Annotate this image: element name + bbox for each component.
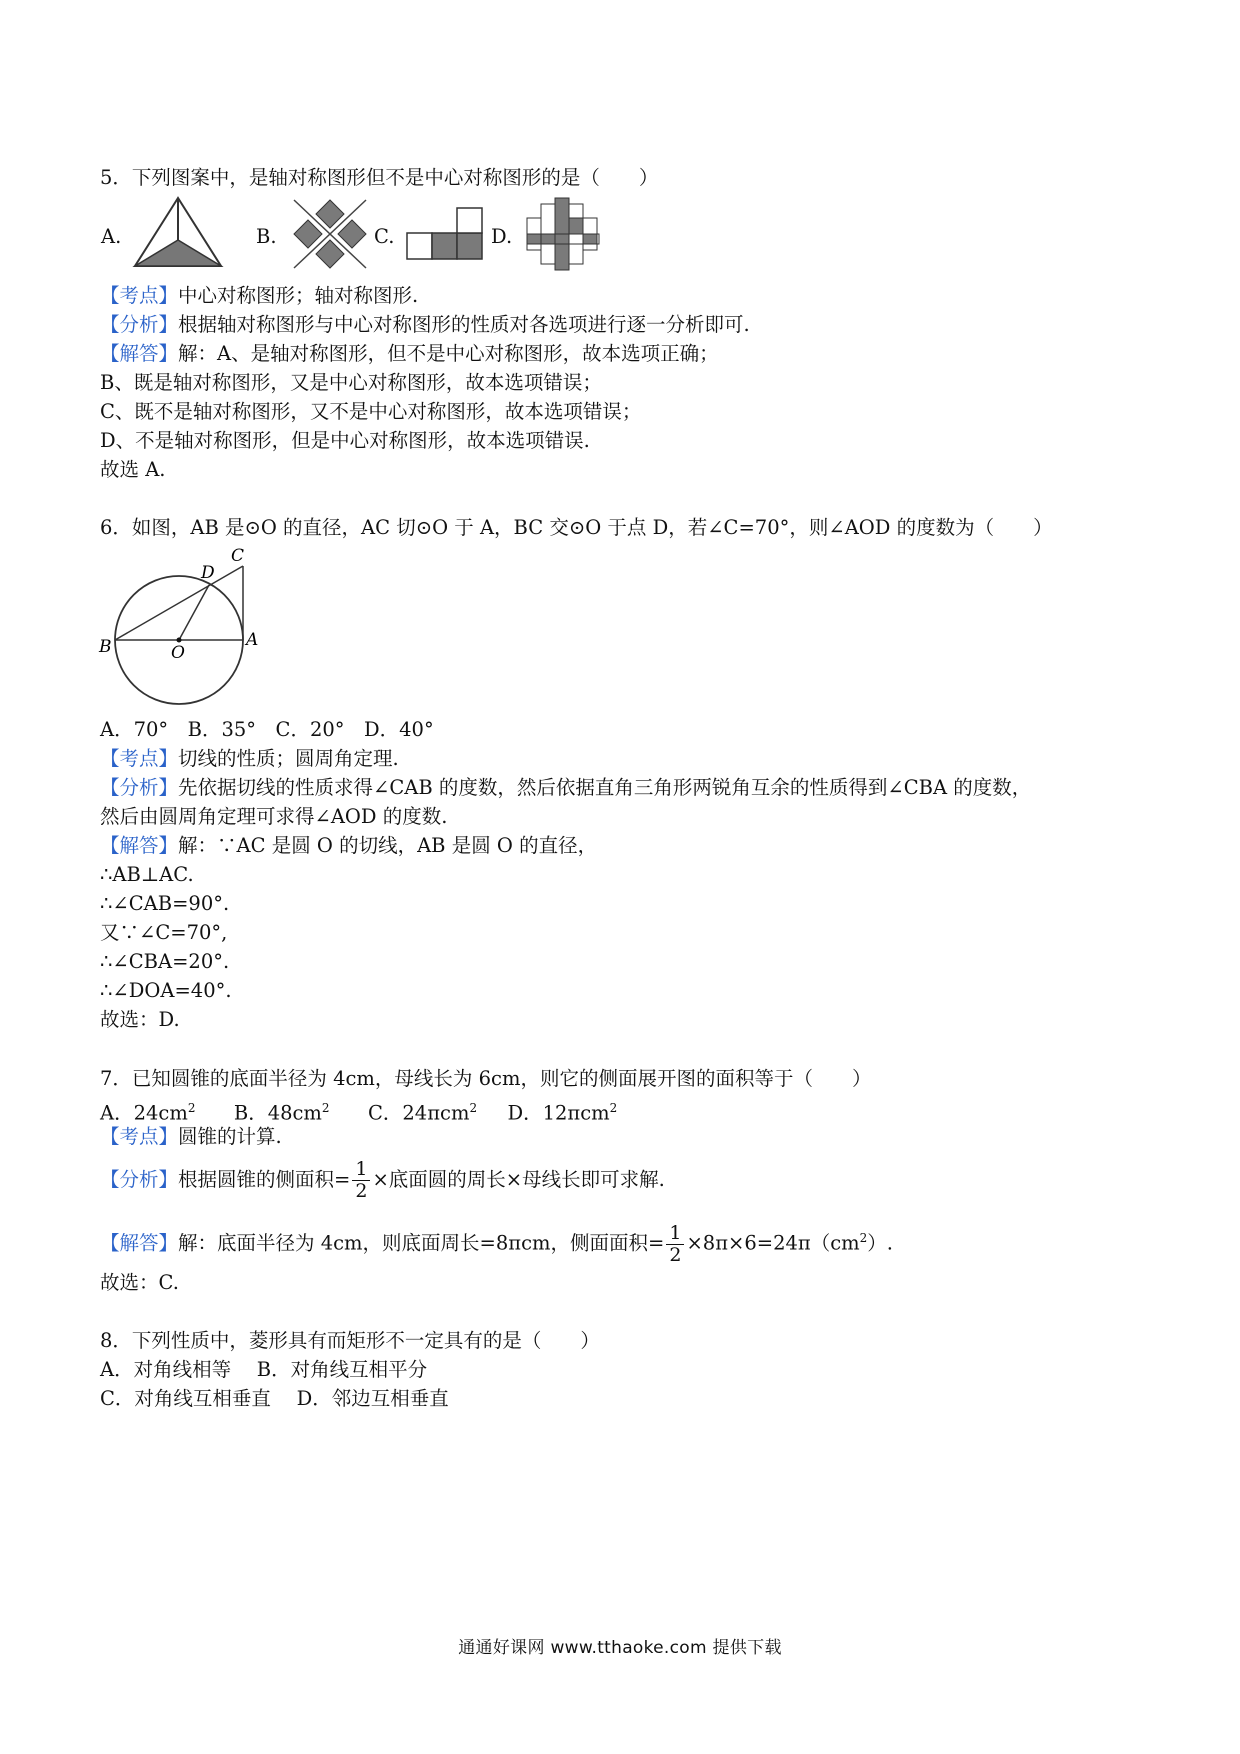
q5-option-b-label: B. bbox=[256, 225, 277, 248]
q7-answer: 故选：C. bbox=[100, 1271, 179, 1294]
q5-figure-d bbox=[523, 196, 603, 272]
q6-options: A．70° B．35° C．20° D．40° bbox=[100, 718, 434, 741]
fig-label-b: B bbox=[99, 637, 112, 657]
q5-option-c-label: C. bbox=[374, 225, 395, 248]
q6-step-4: ∴∠CBA=20°. bbox=[100, 950, 230, 973]
q7-fenxi-pre: 根据圆锥的侧面积= bbox=[178, 1168, 351, 1191]
fig-label-o: O bbox=[171, 643, 185, 663]
kaodian-tag: 【考点】 bbox=[100, 284, 179, 307]
q5-stem: 5．下列图案中，是轴对称图形但不是中心对称图形的是（ ） bbox=[100, 166, 659, 189]
q7-option-a: A．24cm bbox=[100, 1101, 188, 1125]
q6-fenxi-line2: 然后由圆周角定理可求得∠AOD 的度数. bbox=[100, 805, 448, 828]
q5-line-d: D、不是轴对称图形，但是中心对称图形，故本选项错误. bbox=[100, 429, 590, 452]
jieda-tag: 【解答】 bbox=[100, 1231, 179, 1255]
q7-fenxi-post: ×底面圆的周长×母线长即可求解. bbox=[372, 1168, 665, 1191]
fig-label-a: A bbox=[246, 630, 259, 650]
q5-figure-b bbox=[290, 196, 370, 272]
q6-answer: 故选：D. bbox=[100, 1008, 180, 1031]
jieda-tag: 【解答】 bbox=[100, 834, 179, 857]
q7-stem: 7．已知圆锥的底面半径为 4cm，母线长为 6cm，则它的侧面展开图的面积等于（ ） bbox=[100, 1067, 872, 1090]
q5-kaodian-text: 中心对称图形；轴对称图形. bbox=[178, 284, 419, 307]
q7-sup-d: 2 bbox=[609, 1101, 618, 1115]
q7-kaodian bbox=[100, 1124, 282, 1150]
q7-sup-a: 2 bbox=[187, 1101, 196, 1115]
q6-circle-figure bbox=[96, 544, 266, 706]
q6-fenxi bbox=[100, 775, 1031, 801]
q7-kaodian-text: 圆锥的计算. bbox=[178, 1125, 282, 1148]
q7-jieda bbox=[100, 1215, 893, 1267]
q5-fenxi bbox=[100, 312, 750, 338]
q8-stem: 8．下列性质中，菱形具有而矩形不一定具有的是（ ） bbox=[100, 1329, 600, 1352]
fenxi-tag: 【分析】 bbox=[100, 776, 179, 799]
q6-step-3: 又∵∠C=70°, bbox=[100, 921, 228, 944]
jieda-tag: 【解答】 bbox=[100, 342, 179, 365]
q5-figure-a bbox=[132, 196, 224, 270]
q5-answer: 故选 A. bbox=[100, 458, 166, 481]
fraction-one-half: $\frac{1}{2}$ bbox=[352, 1159, 370, 1202]
q8-options-line2: C．对角线互相垂直 D．邻边互相垂直 bbox=[100, 1387, 449, 1410]
fraction-one-half: $\frac{1}{2}$ bbox=[666, 1223, 684, 1266]
q6-stem: 6．如图，AB 是⊙O 的直径，AC 切⊙O 于 A，BC 交⊙O 于点 D，若∠C=70°，则∠AOD 的度数为（ ） bbox=[100, 516, 1053, 539]
q5-fenxi-text: 根据轴对称图形与中心对称图形的性质对各选项进行逐一分析即可. bbox=[178, 313, 750, 336]
fig-label-d: D bbox=[201, 563, 215, 583]
q6-step-5: ∴∠DOA=40°. bbox=[100, 979, 232, 1002]
q5-option-d-label: D. bbox=[491, 225, 513, 248]
q7-options bbox=[100, 1095, 617, 1127]
q7-jieda-post: ×8π×6=24π（cm bbox=[686, 1231, 860, 1255]
q7-jieda-end: ）. bbox=[867, 1231, 893, 1255]
q7-option-d: D．12πcm bbox=[507, 1101, 610, 1125]
q8-options-line1: A．对角线相等 B．对角线互相平分 bbox=[100, 1358, 428, 1381]
q5-line-c: C、既不是轴对称图形，又不是中心对称图形，故本选项错误； bbox=[100, 400, 642, 423]
q5-kaodian bbox=[100, 283, 418, 309]
kaodian-tag: 【考点】 bbox=[100, 1125, 179, 1148]
q7-sup-b: 2 bbox=[321, 1101, 330, 1115]
q6-jieda-text: 解：∵AC 是圆 O 的切线，AB 是圆 O 的直径， bbox=[178, 834, 598, 857]
q7-option-b: B．48cm bbox=[233, 1101, 322, 1125]
page-footer: 通通好课网 www.tthaoke.com 提供下载 bbox=[458, 1638, 782, 1658]
q7-sup-c: 2 bbox=[469, 1101, 478, 1115]
q5-jieda bbox=[100, 341, 719, 367]
q6-jieda bbox=[100, 833, 597, 859]
fenxi-tag: 【分析】 bbox=[100, 313, 179, 336]
q7-fenxi bbox=[100, 1157, 665, 1203]
q5-option-a-label: A. bbox=[101, 225, 122, 248]
q6-kaodian bbox=[100, 746, 399, 772]
q7-jieda-sup: 2 bbox=[859, 1231, 868, 1245]
q7-jieda-pre: 解：底面半径为 4cm，则底面周长=8πcm，侧面面积= bbox=[178, 1231, 665, 1255]
q6-step-1: ∴AB⊥AC. bbox=[100, 863, 194, 886]
fenxi-tag: 【分析】 bbox=[100, 1168, 179, 1191]
kaodian-tag: 【考点】 bbox=[100, 747, 179, 770]
q6-kaodian-text: 切线的性质；圆周角定理. bbox=[178, 747, 399, 770]
q5-figure-c bbox=[406, 207, 486, 262]
q6-step-2: ∴∠CAB=90°. bbox=[100, 892, 230, 915]
q5-jieda-text: 解：A、是轴对称图形，但不是中心对称图形，故本选项正确； bbox=[178, 342, 719, 365]
q7-option-c: C．24πcm bbox=[367, 1101, 470, 1125]
fig-label-c: C bbox=[231, 546, 245, 566]
q5-line-b: B、既是轴对称图形，又是中心对称图形，故本选项错误； bbox=[100, 371, 602, 394]
q6-fenxi-text: 先依据切线的性质求得∠CAB 的度数，然后依据直角三角形两锐角互余的性质得到∠CBA 的度数， bbox=[178, 776, 1032, 799]
